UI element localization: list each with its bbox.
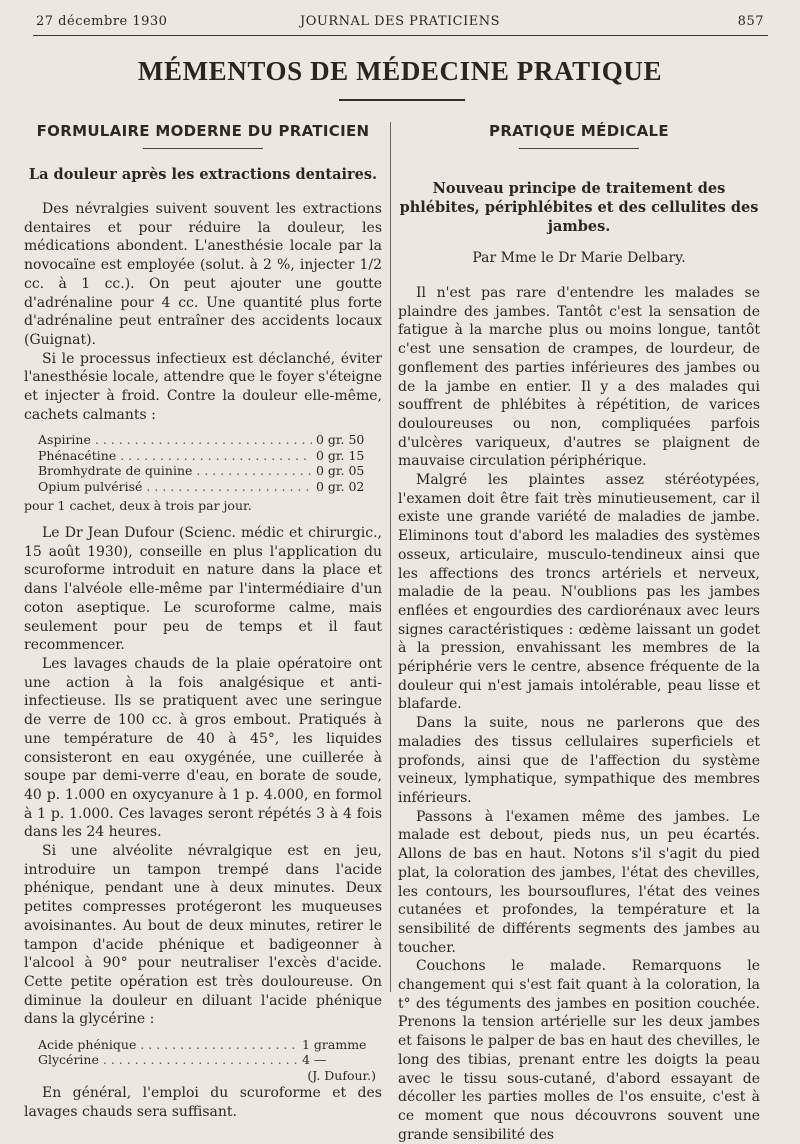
running-header — [36, 14, 764, 32]
left-paragraph-6: En général, l'emploi du scuroforme et des lavages chauds sera suffisant. — [24, 1084, 382, 1120]
left-paragraph-5: Si une alvéolite névralgique est en jeu, introduire un tampon trempé dans l'acide phénique, pendant une à deux minutes. Deux petites compresses protégeront les muqueuses avoisinantes. Au bout de deux minutes, retirer le tampon d'acide phénique et badigeonner à l'alcool à 90° pour neutraliser l'excès d'acide. Cette petite opération est très douloureuse. On diminue la douleur en diluant l'acide phénique dans la glycérine : — [24, 843, 382, 1028]
header-rule — [33, 35, 768, 36]
prescription-glycerine — [38, 1037, 382, 1068]
ingredient-name: Phénacétine — [38, 447, 117, 463]
prescription-note: pour 1 cachet, deux à trois par jour. — [24, 498, 252, 514]
prescription-row — [38, 448, 382, 463]
left-paragraph-4: Les lavages chauds de la plaie opératoire ont une action à la fois analgésique et anti-infectieuse. Ils se pratiquent avec une seringue de verre de 100 cc. à gros embout. Pratiqués à une température de 40 à 45°, les liquides consisteront en eau oxygénée, une cuillerée à soupe par demi-verre d'eau, en borate de soude, 40 p. 1.000 en oxycyanure à 1 p. 4.000, en formol à 1 p. 1.000. Ces lavages seront répétés 3 à 4 fois dans les 24 heures. — [24, 655, 382, 841]
ingredient-dose: 4 — — [302, 1052, 327, 1068]
ingredient-name: Bromhydrate de quinine — [38, 463, 193, 479]
leader-dots — [146, 479, 312, 494]
ingredient-name: Opium pulvérisé — [38, 478, 143, 494]
prescription-row — [38, 1052, 382, 1067]
prescription-row — [38, 1037, 382, 1052]
right-paragraph-1: Il n'est pas rare d'entendre les malades se plaindre des jambes. Tantôt c'est la sensation de fatigue à la marche plus ou moins longue, tantôt c'est une sensation de crampes, de lourdeur, de gonflement des parties inférieures des jambes ou de la jambe en entier. Il y a des malades qui souffrent de phlébites à répétition, de varices douloureuses ou non, compliquées parfois d'ulcères variqueux, d'autres se plaignent de mauvaise circulation périphérique. — [398, 285, 760, 470]
left-section-rule — [143, 148, 263, 149]
left-paragraph-1: Des névralgies suivent souvent les extractions dentaires et pour réduire la douleur, les médications abondent. L'anesthésie locale par la novocaïne est employée (solut. à 2 %, injecter 1/2 cc. à 1 cc.). On peut ajouter une goutte d'adrénaline pour 4 cc. Une quantité plus forte d'adrénaline peut entraîner des accidents locaux (Guignat). — [24, 201, 382, 348]
title-rule — [339, 99, 465, 101]
ingredient-dose: 0 gr. 02 — [316, 478, 365, 494]
column-divider — [390, 122, 391, 992]
prescription-row — [38, 432, 382, 447]
ingredient-dose: 1 gramme — [302, 1037, 367, 1053]
right-paragraph-5: Couchons le malade. Remarquons le changement qui s'est fait quant à la coloration, la t° des téguments des jambes en position couchée. Prenons la tension artérielle sur les deux jambes et faisons le palper de bas en haut des chevilles, le long des tibias, prenant entre les doigts la peau avec le tissu sous-cutané, d'abord essayant de décoller les parties molles de l'os ensuite, c'est à ce moment que nous découvrons souvent une grande sensibilité des — [398, 958, 760, 1143]
right-section-rule — [519, 148, 639, 149]
right-paragraph-3: Dans la suite, nous ne parlerons que des maladies des tissus cellulaires superficiels et profonds, ainsi que de l'affection du système veineux, lymphatique, sympathique des membres inférieurs. — [398, 715, 760, 806]
prescription-cachets — [38, 432, 382, 494]
left-column — [24, 118, 382, 1121]
prescription-signature: (J. Dufour.) — [307, 1067, 376, 1083]
ingredient-name: Acide phénique — [38, 1037, 137, 1053]
left-section-heading: FORMULAIRE MODERNE DU PRATICIEN — [36, 122, 370, 140]
prescription-row — [38, 463, 382, 478]
right-paragraph-4: Passons à l'examen même des jambes. Le malade est debout, pieds nus, un peu écartés. Allons de bas en haut. Notons s'il s'agit du pied plat, la coloration des jambes, l'état des chevilles, les contours, les boursouflures, l'état des veines cutanées et profondes, la température et la sensibilité de différents segments des jambes au toucher. — [398, 808, 760, 956]
left-paragraph-2: Si le processus infectieux est déclanché, éviter l'anesthésie locale, attendre que le foyer s'éteigne et injecter à froid. Contre la douleur elle-même, cachets calmants : — [24, 350, 382, 423]
leader-dots — [140, 1037, 298, 1052]
article-byline: Par Mme le Dr Marie Delbary. — [472, 250, 686, 266]
right-article-title: Nouveau principe de traitement des phlébites, périphlébites et des cellulites des jambes. — [399, 180, 759, 235]
leader-dots — [196, 463, 312, 478]
ingredient-name: Glycérine — [38, 1052, 99, 1068]
left-paragraph-3: Le Dr Jean Dufour (Scienc. médic et chirurgic., 15 août 1930), conseille en plus l'application du scuroforme introduit en nature dans la place et dans l'alvéole elle-même par l'intermédiaire d'un coton aseptique. Le scuroforme calme, mais seulement pour peu de temps et il faut recommencer. — [24, 525, 382, 654]
left-article-title: La douleur après les extractions dentaires. — [28, 166, 378, 183]
right-section-heading: PRATIQUE MÉDICALE — [489, 122, 669, 140]
ingredient-name: Aspirine — [38, 432, 91, 448]
header-date: 27 décembre 1930 — [36, 14, 168, 29]
leader-dots — [103, 1052, 298, 1067]
right-column — [398, 118, 760, 1144]
right-paragraph-2: Malgré les plaintes assez stéréotypées, l'examen doit être fait très minutieusement, car il existe une grande variété de maladies de jambe. Eliminons tout d'abord les maladies des systèmes osseux, articulaire, musculo-tendineux ainsi que les affections des troncs artériels et nerveux, maladie de la peau. N'oublions pas les jambes enflées et engourdies des cardiorénaux avec leurs signes caractéristiques : œdème laissant un godet à la pression, envahissant les membres de la périphérie vers le centre, absence fréquente de la douleur qui n'est jamais intolérable, peau lisse et blafarde. — [398, 472, 760, 713]
ingredient-dose: 0 gr. 50 — [316, 432, 365, 448]
header-journal-name: JOURNAL DES PRATICIENS — [300, 14, 500, 29]
ingredient-dose: 0 gr. 05 — [316, 463, 365, 479]
header-page-number: 857 — [737, 14, 764, 29]
page-title: MÉMENTOS DE MÉDECINE PRATIQUE — [137, 56, 663, 86]
leader-dots — [95, 432, 312, 447]
prescription-row — [38, 479, 382, 494]
ingredient-dose: 0 gr. 15 — [316, 447, 365, 463]
leader-dots — [120, 448, 312, 463]
